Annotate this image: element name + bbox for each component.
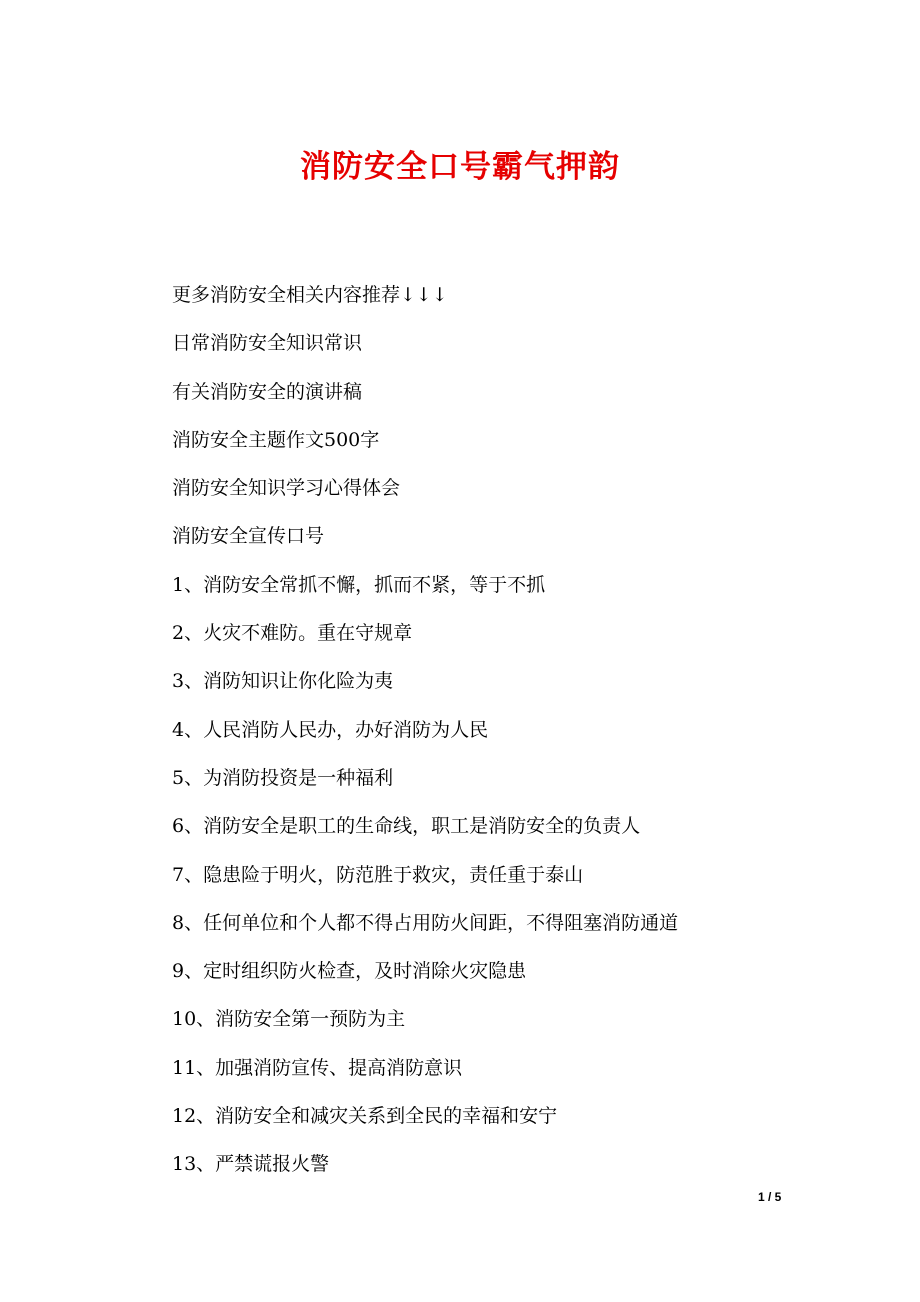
slogan-item: 10、消防安全第一预防为主 (172, 1008, 406, 1031)
slogan-item: 11、加强消防宣传、提高消防意识 (172, 1056, 463, 1079)
slogan-item: 7、隐患险于明火，防范胜于救灾，责任重于泰山 (172, 863, 584, 886)
slogan-item: 3、消防知识让你化险为夷 (172, 670, 394, 693)
slogan-item: 6、消防安全是职工的生命线，职工是消防安全的负责人 (172, 815, 641, 838)
slogan-item: 12、消防安全和减灾关系到全民的幸福和安宁 (172, 1105, 558, 1128)
slogan-item: 1、消防安全常抓不懈，抓而不紧，等于不抓 (172, 573, 546, 596)
page-title: 消防安全口号霸气押韵 (300, 149, 620, 185)
slogan-item: 13、严禁谎报火警 (172, 1153, 330, 1176)
page-number: 1 / 5 (758, 1190, 782, 1204)
recommend-link-speech[interactable]: 有关消防安全的演讲稿 (172, 380, 363, 403)
slogan-item: 8、任何单位和个人都不得占用防火间距，不得阻塞消防通道 (172, 911, 679, 934)
section-heading: 消防安全宣传口号 (172, 525, 325, 548)
recommend-heading: 更多消防安全相关内容推荐↓↓↓ (172, 284, 448, 306)
slogan-item: 9、定时组织防火检查，及时消除火灾隐患 (172, 960, 527, 983)
document-body (172, 276, 812, 1194)
slogan-item: 2、火灾不难防。重在守规章 (172, 622, 413, 645)
slogan-item: 5、为消防投资是一种福利 (172, 766, 394, 789)
recommend-link-reflection[interactable]: 消防安全知识学习心得体会 (172, 477, 401, 500)
slogan-item: 4、人民消防人民办，办好消防为人民 (172, 718, 489, 741)
recommend-link-daily-fire-safety[interactable]: 日常消防安全知识常识 (172, 332, 363, 355)
recommend-link-essay[interactable]: 消防安全主题作文500字 (172, 428, 380, 451)
